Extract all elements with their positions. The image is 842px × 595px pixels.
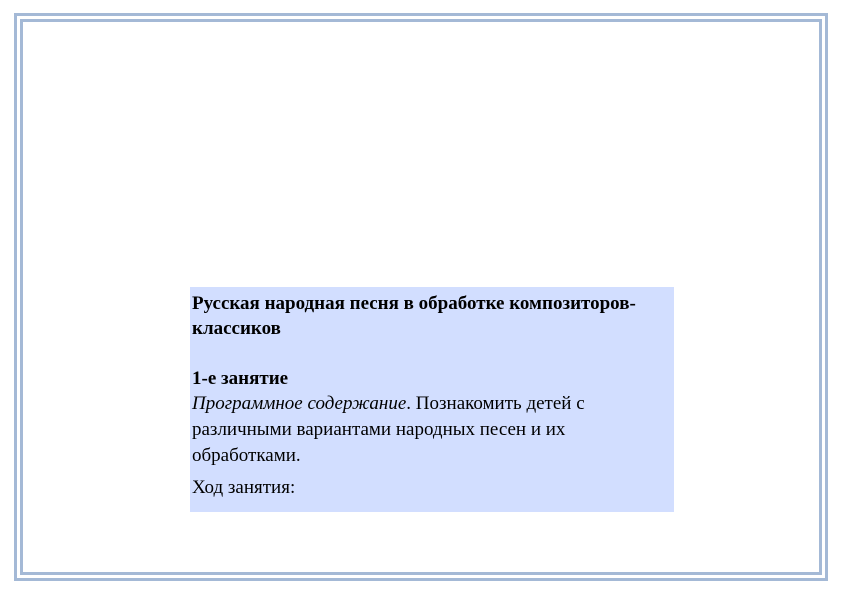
lesson-progress-label: Ход занятия: <box>192 477 296 498</box>
slide-title: Русская народная песня в обработке композиторов-классиков <box>192 293 636 339</box>
program-content <box>192 391 666 469</box>
program-label: Программное содержание <box>192 393 407 414</box>
lesson-heading: 1-е занятие <box>192 368 289 389</box>
slide-text-box <box>190 287 674 512</box>
program-text: . Познакомить детей с различными вариантами народных песен и их обработками. <box>192 393 585 466</box>
